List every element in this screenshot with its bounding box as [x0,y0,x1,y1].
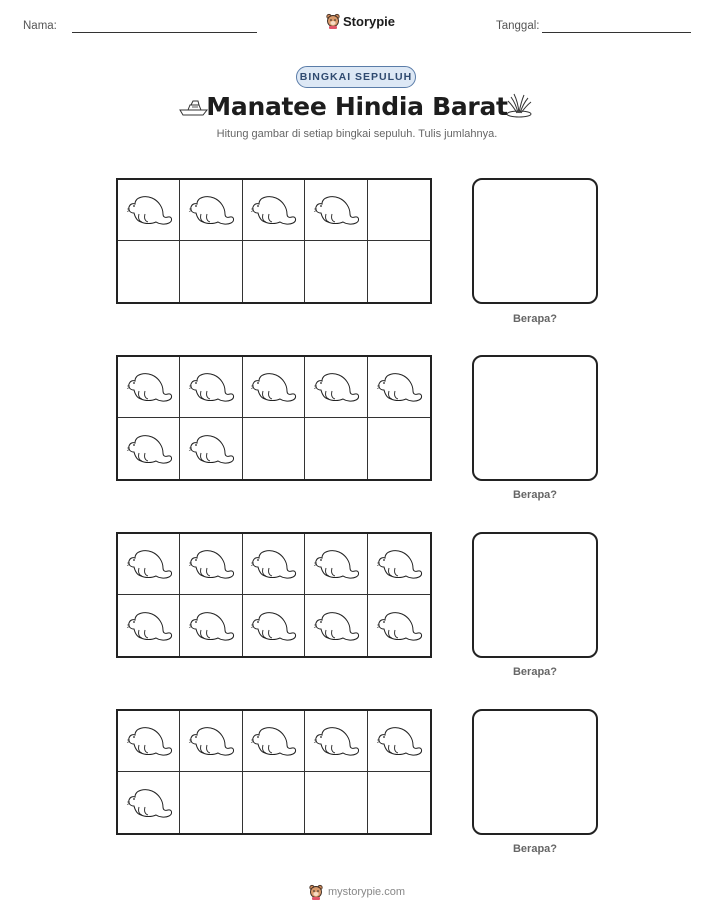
manatee-icon [187,608,235,644]
frame-cell [305,711,367,772]
frame-cell [118,772,180,833]
frame-cell [368,357,430,418]
manatee-icon [375,608,423,644]
frame-cell [118,241,180,302]
ten-frame-4 [116,709,432,835]
frame-cell [180,418,242,479]
bear-mascot-icon [309,884,323,900]
manatee-icon [125,192,173,228]
answer-label-2: Berapa? [512,489,558,501]
frame-cell [305,418,367,479]
frame-cell [243,595,305,656]
frame-cell [118,357,180,418]
worksheet-instructions: Hitung gambar di setiap bingkai sepuluh. Tulis jumlahnya. [216,128,498,140]
manatee-icon [125,785,173,821]
manatee-icon [249,369,297,405]
manatee-icon [312,369,360,405]
worksheet-type-badge: BINGKAI SEPULUH [296,66,416,88]
manatee-icon [312,192,360,228]
manatee-icon [249,723,297,759]
brand-name: Storypie [343,13,396,29]
frame-cell [243,180,305,241]
frame-cell [243,772,305,833]
frame-cell [368,180,430,241]
answer-label-4: Berapa? [512,843,558,855]
answer-label-3: Berapa? [512,666,558,678]
manatee-icon [125,431,173,467]
date-field[interactable] [542,32,691,33]
date-label: Tanggal: [496,20,540,32]
bear-mascot-icon [326,13,340,29]
worksheet-header [0,0,714,50]
frame-cell [243,534,305,595]
answer-box-3[interactable] [472,532,598,658]
manatee-icon [187,723,235,759]
frame-cell [180,241,242,302]
manatee-icon [125,546,173,582]
manatee-icon [375,546,423,582]
frame-cell [180,595,242,656]
answer-box-2[interactable] [472,355,598,481]
manatee-icon [249,192,297,228]
frame-cell [243,357,305,418]
manatee-icon [249,608,297,644]
manatee-icon [375,369,423,405]
frame-cell [368,595,430,656]
ten-frame-2 [116,355,432,481]
ten-frame-3 [116,532,432,658]
worksheet-title: Manatee Hindia Barat [206,92,508,121]
frame-cell [180,357,242,418]
manatee-icon [187,546,235,582]
frame-cell [305,595,367,656]
footer [0,884,714,900]
frame-cell [118,711,180,772]
frame-cell [118,418,180,479]
frame-cell [180,711,242,772]
answer-box-4[interactable] [472,709,598,835]
frame-cell [118,595,180,656]
manatee-icon [375,723,423,759]
frame-cell [305,534,367,595]
manatee-icon [187,192,235,228]
frame-cell [180,534,242,595]
frame-cell [243,241,305,302]
frame-cell [118,534,180,595]
frame-cell [368,772,430,833]
brand-logo [326,13,395,29]
frame-cell [180,180,242,241]
frame-cell [305,357,367,418]
frame-cell [305,772,367,833]
manatee-icon [187,431,235,467]
manatee-icon [125,723,173,759]
manatee-icon [125,608,173,644]
frame-cell [368,418,430,479]
frame-cell [243,711,305,772]
answer-box-1[interactable] [472,178,598,304]
frame-cell [118,180,180,241]
manatee-icon [312,546,360,582]
footer-url: mystorypie.com [327,886,406,898]
frame-cell [180,772,242,833]
answer-label-1: Berapa? [512,313,558,325]
frame-cell [368,711,430,772]
seagrass-icon [505,92,533,118]
manatee-icon [249,546,297,582]
name-field[interactable] [72,32,257,33]
frame-cell [243,418,305,479]
frame-cell [305,180,367,241]
frame-cell [368,534,430,595]
manatee-icon [187,369,235,405]
frame-cell [368,241,430,302]
manatee-icon [312,608,360,644]
manatee-icon [312,723,360,759]
manatee-icon [125,369,173,405]
name-label: Nama: [23,20,57,32]
frame-cell [305,241,367,302]
ten-frame-1 [116,178,432,304]
